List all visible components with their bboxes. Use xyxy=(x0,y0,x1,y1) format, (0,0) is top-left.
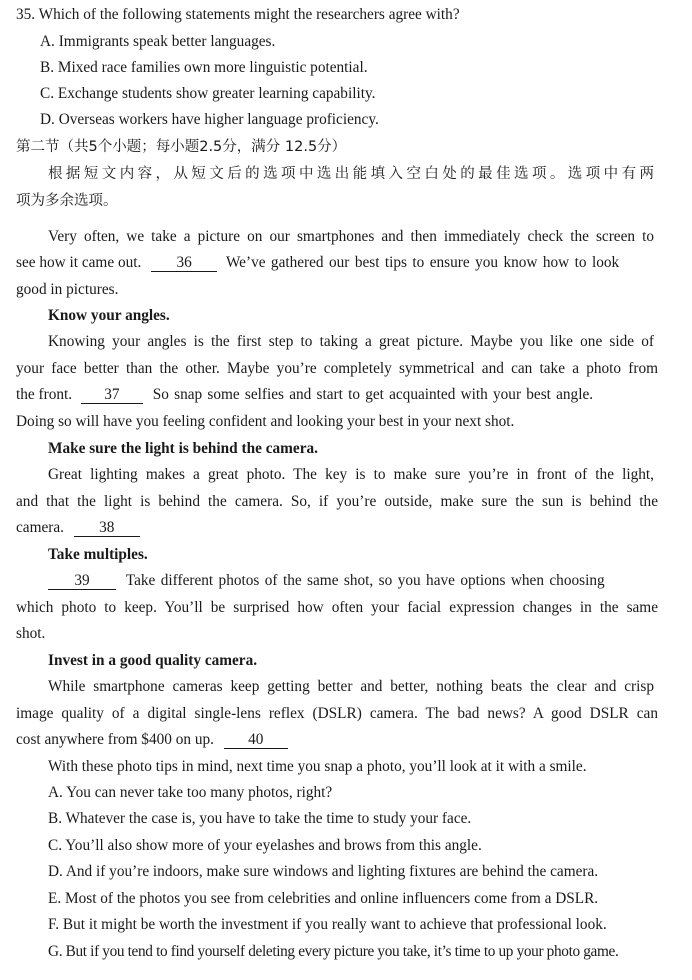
section-instruction-line-2: 项为多余选项。 xyxy=(16,193,118,209)
passage-camera-text: cost anywhere from $400 on up. xyxy=(16,731,214,748)
answer-blank-36: 36 xyxy=(151,255,217,272)
passage-angles-text: the front. xyxy=(16,386,73,403)
passage-light-text: camera. xyxy=(16,519,64,536)
passage-angles-line-1: Knowing your angles is the first step to taking a great picture. Maybe you like one side of xyxy=(48,333,654,350)
question-35-option-a: A. Immigrants speak better languages. xyxy=(40,33,276,50)
question-35-stem: 35. Which of the following statements might the researchers agree with? xyxy=(16,6,460,23)
choice-c: C. You’ll also show more of your eyelashes and brows from this angle. xyxy=(48,837,482,854)
question-35-option-b: B. Mixed race families own more linguistic potential. xyxy=(40,59,368,76)
passage-camera-line-1: While smartphone cameras keep getting better and better, nothing beats the clear and crisp xyxy=(48,678,654,695)
passage-camera-line-3 xyxy=(16,729,288,751)
choice-f: F. But it might be worth the investment if you really want to achieve that professional look. xyxy=(48,916,607,933)
choice-e: E. Most of the photos you see from celebrities and online influencers come from a DSLR. xyxy=(48,890,599,907)
passage-angles-line-4: Doing so will have you feeling confident and looking your best in your next shot. xyxy=(16,413,515,430)
passage-multiples-text: Take different photos of the same shot, so you have options when choosing xyxy=(125,572,605,589)
section-instruction-line-1: 根据短文内容，从短文后的选项中选出能填入空白处的最佳选项。选项中有两 xyxy=(48,166,654,182)
choice-d: D. And if you’re indoors, make sure windows and lighting fixtures are behind the camera. xyxy=(48,863,599,880)
passage-angles-line-3 xyxy=(16,384,658,406)
question-35-option-d: D. Overseas workers have higher language proficiency. xyxy=(40,111,379,128)
passage-light-line-1: Great lighting makes a great photo. The key is to make sure you’re in front of the light, xyxy=(48,466,654,483)
heading-light-behind-camera: Make sure the light is behind the camera. xyxy=(48,440,318,457)
passage-intro-line-1: Very often, we take a picture on our smartphones and then immediately check the screen to xyxy=(48,228,654,245)
choice-a: A. You can never take too many photos, right? xyxy=(48,784,333,801)
choice-b: B. Whatever the case is, you have to take the time to study your face. xyxy=(48,810,472,827)
passage-camera-line-2: image quality of a digital single-lens reflex (DSLR) camera. The bad news? A good DSLR can xyxy=(16,705,658,722)
passage-multiples-line-2: which photo to keep. You’ll be surprised how often your facial expression changes in the same xyxy=(16,599,658,616)
passage-light-line-3 xyxy=(16,517,140,539)
question-35-option-c: C. Exchange students show greater learning capability. xyxy=(40,85,376,102)
passage-intro-line-3: good in pictures. xyxy=(16,281,119,298)
passage-light-line-2: and that the light is behind the camera. So, if you’re outside, make sure the sun is behind the xyxy=(16,493,658,510)
choice-g: G. But if you tend to find yourself deleting every picture you take, it’s time to up your photo game. xyxy=(48,943,619,960)
heading-know-your-angles: Know your angles. xyxy=(48,307,170,324)
answer-blank-38: 38 xyxy=(74,520,140,537)
passage-angles-line-2: your face better than the other. Maybe you’re completely symmetrical and can take a photo from xyxy=(16,360,658,377)
answer-blank-39: 39 xyxy=(48,573,116,590)
passage-intro-line-2 xyxy=(16,252,658,274)
section-title: 第二节（共5个小题；每小题2.5分，满分 12.5分） xyxy=(16,139,347,155)
answer-blank-37: 37 xyxy=(81,387,143,404)
passage-multiples-line-1 xyxy=(48,570,658,592)
passage-closing-line: With these photo tips in mind, next time you snap a photo, you’ll look at it with a smile. xyxy=(48,758,587,775)
passage-angles-text-cont: So snap some selfies and start to get acquainted with your best angle. xyxy=(152,386,594,403)
answer-blank-40: 40 xyxy=(224,732,288,749)
passage-intro-text-cont: We’ve gathered our best tips to ensure you know how to look xyxy=(225,254,620,271)
heading-invest-camera: Invest in a good quality camera. xyxy=(48,652,258,669)
passage-intro-text: see how it came out. xyxy=(16,254,142,271)
passage-multiples-line-3: shot. xyxy=(16,625,46,642)
heading-take-multiples: Take multiples. xyxy=(48,546,148,563)
